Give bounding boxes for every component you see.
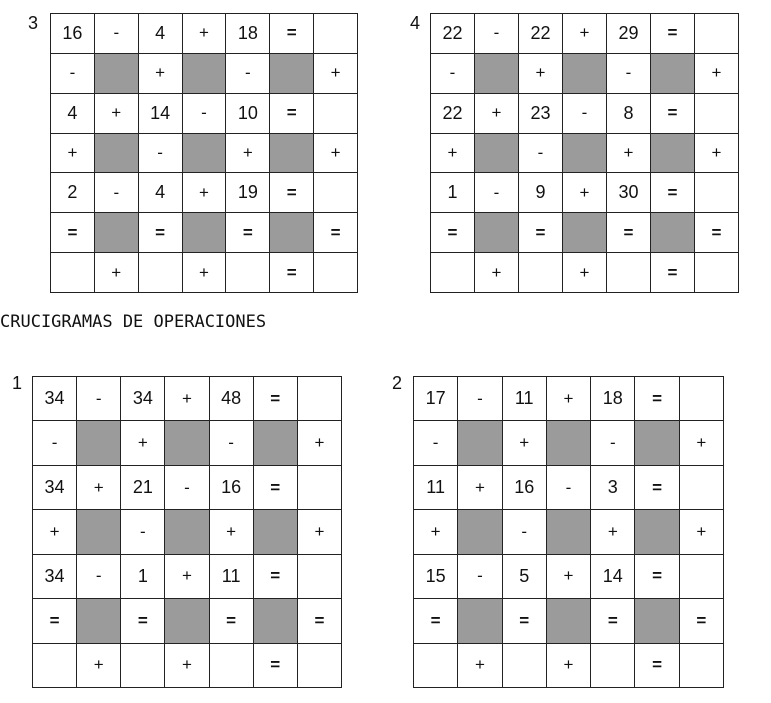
equals-cell: = — [635, 377, 679, 421]
shaded-cell — [475, 134, 519, 174]
shaded-cell — [77, 599, 121, 643]
operator-cell: + — [475, 253, 519, 293]
number-cell: 19 — [226, 173, 270, 213]
puzzle-number: 1 — [12, 373, 23, 393]
operator-cell: + — [165, 377, 209, 421]
equals-cell: = — [503, 599, 547, 643]
operator-cell: + — [51, 134, 95, 174]
operator-cell: - — [183, 94, 227, 134]
number-cell: 23 — [519, 94, 563, 134]
operator-cell: + — [95, 253, 139, 293]
equals-cell: = — [270, 173, 314, 213]
shaded-cell — [254, 421, 298, 465]
operator-cell: - — [121, 510, 165, 554]
equals-cell: = — [254, 377, 298, 421]
number-cell: 4 — [139, 173, 183, 213]
shaded-cell — [475, 54, 519, 94]
operator-cell: - — [591, 421, 635, 465]
operator-cell: + — [121, 421, 165, 465]
operator-cell: + — [519, 54, 563, 94]
shaded-cell — [563, 54, 607, 94]
operator-cell: + — [77, 466, 121, 510]
number-cell: 34 — [33, 555, 77, 599]
answer-cell — [121, 644, 165, 688]
equals-cell: = — [210, 599, 254, 643]
number-cell: 29 — [607, 14, 651, 54]
shaded-cell — [77, 421, 121, 465]
number-cell: 22 — [431, 14, 475, 54]
answer-cell — [226, 253, 270, 293]
shaded-cell — [651, 213, 695, 253]
operator-cell: - — [165, 466, 209, 510]
equals-cell: = — [414, 599, 458, 643]
equals-cell: = — [651, 173, 695, 213]
operator-cell: - — [226, 54, 270, 94]
answer-cell — [695, 173, 739, 213]
equals-cell: = — [254, 555, 298, 599]
number-cell: 16 — [210, 466, 254, 510]
number-cell: 22 — [519, 14, 563, 54]
number-cell: 8 — [607, 94, 651, 134]
answer-cell — [607, 253, 651, 293]
answer-cell — [680, 377, 724, 421]
equals-cell: = — [254, 644, 298, 688]
answer-cell — [51, 253, 95, 293]
shaded-cell — [458, 421, 502, 465]
operator-cell: - — [563, 94, 607, 134]
operator-cell: - — [139, 134, 183, 174]
equals-cell: = — [635, 466, 679, 510]
shaded-cell — [270, 134, 314, 174]
answer-cell — [314, 14, 358, 54]
operator-cell: + — [165, 644, 209, 688]
operator-cell: - — [95, 14, 139, 54]
operator-cell: + — [695, 134, 739, 174]
operator-cell: - — [33, 421, 77, 465]
number-cell: 11 — [503, 377, 547, 421]
shaded-cell — [183, 213, 227, 253]
operator-cell: + — [314, 54, 358, 94]
number-cell: 1 — [121, 555, 165, 599]
answer-cell — [503, 644, 547, 688]
answer-cell — [210, 644, 254, 688]
shaded-cell — [95, 134, 139, 174]
shaded-cell — [458, 599, 502, 643]
operator-cell: - — [210, 421, 254, 465]
operator-cell: + — [458, 644, 502, 688]
crossword-grid — [32, 376, 342, 688]
operator-cell: + — [210, 510, 254, 554]
operator-cell: + — [607, 134, 651, 174]
crossword-grid — [430, 13, 739, 293]
number-cell: 18 — [591, 377, 635, 421]
operator-cell: - — [77, 555, 121, 599]
number-cell: 3 — [591, 466, 635, 510]
operator-cell: + — [33, 510, 77, 554]
answer-cell — [298, 466, 342, 510]
answer-cell — [314, 253, 358, 293]
puzzle-number: 3 — [28, 13, 39, 33]
operator-cell: - — [458, 377, 502, 421]
operator-cell: + — [298, 510, 342, 554]
shaded-cell — [563, 213, 607, 253]
number-cell: 4 — [139, 14, 183, 54]
number-cell: 10 — [226, 94, 270, 134]
operator-cell: - — [77, 377, 121, 421]
shaded-cell — [651, 134, 695, 174]
equals-cell: = — [121, 599, 165, 643]
operator-cell: + — [183, 253, 227, 293]
operator-cell: + — [591, 510, 635, 554]
answer-cell — [680, 644, 724, 688]
operator-cell: - — [607, 54, 651, 94]
operator-cell: + — [563, 173, 607, 213]
equals-cell: = — [680, 599, 724, 643]
operator-cell: + — [503, 421, 547, 465]
shaded-cell — [95, 213, 139, 253]
shaded-cell — [254, 599, 298, 643]
operator-cell: - — [414, 421, 458, 465]
number-cell: 48 — [210, 377, 254, 421]
equals-cell: = — [651, 94, 695, 134]
shaded-cell — [165, 510, 209, 554]
number-cell: 34 — [33, 466, 77, 510]
number-cell: 2 — [51, 173, 95, 213]
number-cell: 17 — [414, 377, 458, 421]
answer-cell — [33, 644, 77, 688]
operator-cell: - — [475, 14, 519, 54]
answer-cell — [298, 555, 342, 599]
number-cell: 1 — [431, 173, 475, 213]
operator-cell: + — [95, 94, 139, 134]
equals-cell: = — [651, 14, 695, 54]
operator-cell: + — [680, 510, 724, 554]
number-cell: 16 — [51, 14, 95, 54]
crossword-grid — [413, 376, 724, 688]
number-cell: 18 — [226, 14, 270, 54]
answer-cell — [680, 466, 724, 510]
answer-cell — [695, 14, 739, 54]
number-cell: 15 — [414, 555, 458, 599]
operator-cell: - — [431, 54, 475, 94]
answer-cell — [298, 377, 342, 421]
shaded-cell — [635, 421, 679, 465]
operator-cell: - — [503, 510, 547, 554]
answer-cell — [591, 644, 635, 688]
operator-cell: + — [226, 134, 270, 174]
operator-cell: + — [458, 466, 502, 510]
operator-cell: + — [165, 555, 209, 599]
shaded-cell — [635, 599, 679, 643]
equals-cell: = — [254, 466, 298, 510]
number-cell: 4 — [51, 94, 95, 134]
equals-cell: = — [431, 213, 475, 253]
shaded-cell — [95, 54, 139, 94]
operator-cell: + — [139, 54, 183, 94]
number-cell: 14 — [139, 94, 183, 134]
equals-cell: = — [695, 213, 739, 253]
operator-cell: + — [183, 173, 227, 213]
answer-cell — [139, 253, 183, 293]
number-cell: 9 — [519, 173, 563, 213]
operator-cell: + — [547, 555, 591, 599]
equals-cell: = — [635, 644, 679, 688]
equals-cell: = — [270, 253, 314, 293]
shaded-cell — [547, 421, 591, 465]
shaded-cell — [77, 510, 121, 554]
answer-cell — [298, 644, 342, 688]
answer-cell — [314, 94, 358, 134]
operator-cell: + — [431, 134, 475, 174]
number-cell: 14 — [591, 555, 635, 599]
number-cell: 11 — [414, 466, 458, 510]
number-cell: 5 — [503, 555, 547, 599]
puzzle-number: 4 — [410, 13, 421, 33]
answer-cell — [431, 253, 475, 293]
shaded-cell — [547, 510, 591, 554]
equals-cell: = — [51, 213, 95, 253]
equals-cell: = — [226, 213, 270, 253]
equals-cell: = — [270, 94, 314, 134]
number-cell: 16 — [503, 466, 547, 510]
operator-cell: + — [475, 94, 519, 134]
shaded-cell — [270, 54, 314, 94]
shaded-cell — [651, 54, 695, 94]
operator-cell: + — [563, 14, 607, 54]
answer-cell — [519, 253, 563, 293]
operator-cell: - — [519, 134, 563, 174]
answer-cell — [314, 173, 358, 213]
operator-cell: + — [314, 134, 358, 174]
answer-cell — [695, 253, 739, 293]
puzzle-number: 2 — [392, 373, 403, 393]
equals-cell: = — [33, 599, 77, 643]
operator-cell: - — [51, 54, 95, 94]
operator-cell: - — [95, 173, 139, 213]
operator-cell: + — [695, 54, 739, 94]
operator-cell: + — [298, 421, 342, 465]
operator-cell: + — [680, 421, 724, 465]
shaded-cell — [563, 134, 607, 174]
number-cell: 30 — [607, 173, 651, 213]
number-cell: 22 — [431, 94, 475, 134]
shaded-cell — [254, 510, 298, 554]
shaded-cell — [183, 54, 227, 94]
shaded-cell — [547, 599, 591, 643]
operator-cell: + — [183, 14, 227, 54]
operator-cell: - — [475, 173, 519, 213]
number-cell: 21 — [121, 466, 165, 510]
equals-cell: = — [298, 599, 342, 643]
equals-cell: = — [607, 213, 651, 253]
shaded-cell — [458, 510, 502, 554]
equals-cell: = — [651, 253, 695, 293]
shaded-cell — [475, 213, 519, 253]
number-cell: 11 — [210, 555, 254, 599]
equals-cell: = — [635, 555, 679, 599]
equals-cell: = — [591, 599, 635, 643]
answer-cell — [414, 644, 458, 688]
operator-cell: + — [547, 644, 591, 688]
answer-cell — [695, 94, 739, 134]
operator-cell: + — [414, 510, 458, 554]
number-cell: 34 — [121, 377, 165, 421]
operator-cell: - — [458, 555, 502, 599]
operator-cell: - — [547, 466, 591, 510]
section-heading: CRUCIGRAMAS DE OPERACIONES — [0, 312, 267, 332]
equals-cell: = — [314, 213, 358, 253]
operator-cell: + — [547, 377, 591, 421]
shaded-cell — [635, 510, 679, 554]
equals-cell: = — [139, 213, 183, 253]
crossword-grid — [50, 13, 358, 293]
shaded-cell — [270, 213, 314, 253]
equals-cell: = — [270, 14, 314, 54]
shaded-cell — [165, 599, 209, 643]
operator-cell: + — [77, 644, 121, 688]
shaded-cell — [165, 421, 209, 465]
operator-cell: + — [563, 253, 607, 293]
shaded-cell — [183, 134, 227, 174]
number-cell: 34 — [33, 377, 77, 421]
answer-cell — [680, 555, 724, 599]
equals-cell: = — [519, 213, 563, 253]
